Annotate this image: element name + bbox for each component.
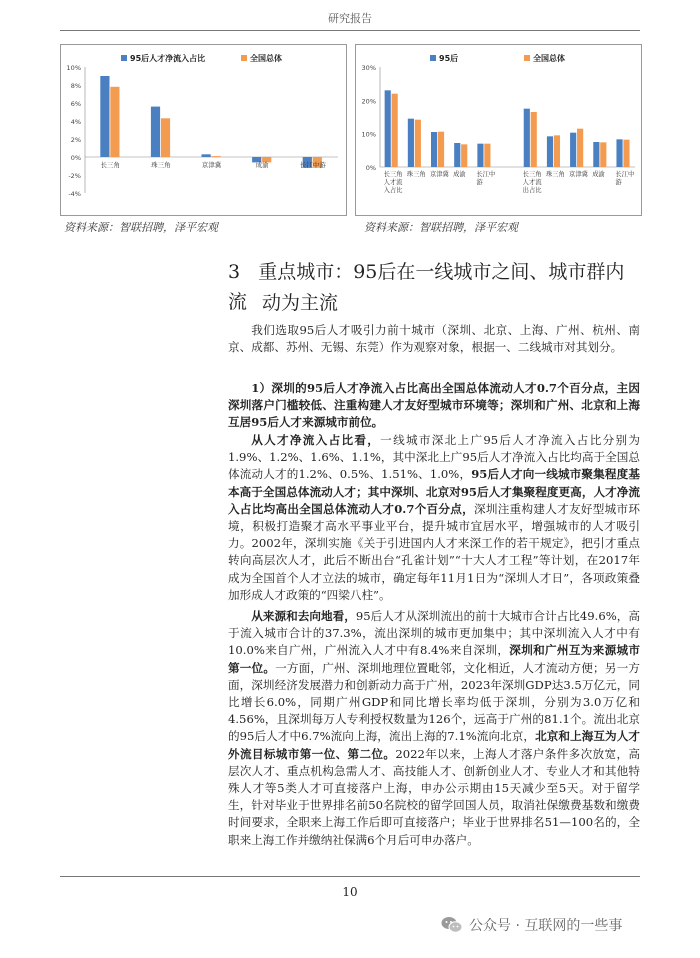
bar: [547, 136, 553, 167]
legend-swatch: [524, 55, 530, 61]
x-tick-label: 成渝: [453, 171, 466, 178]
x-tick-label: 长江中游: [299, 161, 326, 169]
bar: [570, 133, 576, 167]
bar: [408, 119, 414, 167]
x-tick-label: 京津冀: [569, 171, 588, 178]
bar: [415, 120, 421, 167]
bar: [484, 144, 490, 167]
bar: [438, 132, 444, 167]
chart-right-svg: [356, 45, 641, 215]
header-divider: [60, 30, 640, 31]
x-tick-label: 成渝: [255, 161, 269, 169]
y-tick-label: 0%: [365, 164, 376, 172]
x-tick-label: 长三角: [100, 161, 121, 169]
chart-right-source: 资料来源：智联招聘，泽平宏观: [364, 221, 518, 234]
y-tick-label: 8%: [70, 82, 81, 90]
y-tick-label: 30%: [361, 64, 376, 72]
bar: [202, 154, 211, 157]
x-tick-label: 珠三角: [545, 171, 565, 178]
y-tick-label: 10%: [66, 64, 81, 72]
bar: [110, 87, 119, 157]
header-title: 研究报告: [328, 12, 372, 25]
y-tick-label: 6%: [70, 100, 81, 108]
x-tick-label: 游: [476, 179, 483, 186]
bold-segment: 从人才净流入占比看，: [251, 433, 381, 447]
x-tick-label: 成渝: [592, 171, 605, 178]
y-tick-label: 2%: [70, 136, 81, 144]
x-tick-label: 长三角: [383, 171, 403, 178]
bar: [461, 144, 467, 167]
bar: [593, 142, 599, 167]
text-segment: 一方面，广州、深圳地理位置毗邻，文化相近，人才流动方便；另一方面，深圳经济发展潜力和创新动力高于广州，2023年深圳GDP达3.5万亿元，同比增长6.0%，同期广州GDP和同比增长率均低于深圳，分别为3.0万亿和4.56%，且深圳每万人专利授权数量为126个，远高于广州的81.1个。流出北京的95后人才中6.7%流向上海，流出上海的7.1%流向北京，: [228, 660, 640, 744]
x-tick-label: 出占比: [522, 187, 542, 194]
x-tick-label: 人才流: [383, 179, 403, 186]
x-tick-label: 长江中: [476, 171, 496, 178]
paragraph-source-destination: [228, 608, 640, 849]
text-segment: 深圳注重构建人才友好型城市环境，积极打造聚才高水平事业平台，提升城市宜居水平，增强城市的人才吸引力。2002年，深圳实施《关于引进国内人才来深工作的若干规定》，把引才重点转向高层次人才，此后不断出台“孔雀计划”“十大人才工程”等计划，在2017年成为全国首个人才立法的城市，确定每年11月1日为“深圳人才日”，各项政策叠加形成人才政策的“四梁八柱”。: [228, 501, 640, 602]
wechat-icon: [441, 916, 463, 934]
footer-divider: [60, 876, 640, 877]
bar: [151, 107, 160, 157]
y-tick-label: 0%: [70, 154, 81, 162]
bold-segment: 95后人才向一线城市聚集程度基本高于全国总体流动人才；其中深圳、北京对95后人才集聚程度更高，人才净流入占比均高出全国总体流动人才0.7个百分点，: [228, 467, 640, 516]
x-tick-label: 珠三角: [406, 171, 426, 178]
text-segment: 一线城市深北上广95后人才净流入占比分别为1.9%、1.2%、1.6%、1.1%，其中深北上广95后人才净流入占比均高于全国总体流动人才的1.2%、0.5%、1.51%、1.0%，: [228, 433, 640, 482]
watermark-text: 公众号 · 互联网的一些事: [469, 918, 623, 934]
x-tick-label: 游: [615, 179, 622, 186]
bar: [616, 139, 622, 167]
bar: [524, 109, 530, 167]
bar: [477, 144, 483, 167]
text-segment: 95后人才从深圳流出的前十大城市合计占比49.6%，高于流入城市合计的37.3%，流出深圳的城市更加集中；其中深圳流入人才中有10.0%来自广州，广州流入人才中有8.4%来自深圳，: [228, 609, 640, 658]
bar: [454, 143, 460, 167]
bar: [385, 90, 391, 167]
bar: [161, 118, 170, 157]
bar: [392, 94, 398, 167]
legend-swatch: [121, 55, 127, 61]
legend-label: 全国总体: [250, 54, 282, 63]
x-tick-label: 人才流: [522, 179, 542, 186]
y-tick-label: 4%: [70, 118, 81, 126]
legend-label: 全国总体: [533, 54, 565, 63]
y-tick-label: -2%: [68, 172, 81, 180]
bar: [100, 76, 109, 157]
watermark: [441, 915, 622, 935]
page-number: 10: [342, 885, 358, 899]
text-segment: 2022年以来，上海人才落户条件多次放宽，高层次人才、重点机构急需人才、高技能人才、创新创业人才、专业人才和其他特殊人才等5类人才可直接落户上海，申办公示期由15天减少至5天。对于留学生，针对毕业于世界排名前50名院校的留学回国人员，取消社保缴费基数和缴费时间要求，全职来上海工作后即可直接落户；毕业于世界排名51—100名的，全职来上海工作并缴纳社保满6个月后可申办落户。: [228, 746, 640, 847]
legend-label: 95后人才净流入占比: [130, 54, 206, 63]
bar: [623, 140, 629, 167]
bold-segment: 从来源和去向地看，: [251, 609, 356, 623]
paragraph-net-inflow: [228, 432, 640, 604]
bar: [531, 112, 537, 167]
x-tick-label: 长三角: [522, 171, 542, 178]
legend-swatch: [241, 55, 247, 61]
legend-label: 95后: [439, 54, 459, 63]
bar: [577, 129, 583, 167]
chart-right: [355, 44, 642, 216]
y-tick-label: 20%: [361, 97, 376, 106]
y-tick-label: 10%: [361, 130, 376, 139]
bold-segment: 深圳和广州互为来源城市第一位。: [228, 643, 640, 675]
paragraph-intro: 我们选取95后人才吸引力前十城市（深圳、北京、上海、广州、杭州、南京、成都、苏州、无锡、东莞）作为观察对象，根据一、二线城市对其划分。: [228, 323, 640, 355]
x-tick-label: 京津冀: [201, 161, 222, 169]
bar: [554, 135, 560, 167]
y-tick-label: -4%: [68, 190, 81, 198]
bold-segment: 北京和上海互为人才外流目标城市第一位、第二位。: [228, 729, 640, 761]
bar: [212, 156, 221, 157]
section-number: 3: [228, 261, 241, 283]
bar: [600, 142, 606, 167]
bar: [431, 132, 437, 167]
section-title-continued: 动为主流: [262, 292, 339, 314]
section-title-line1: 重点城市：95后在一线城市之间、城市群内流: [228, 261, 625, 313]
legend-swatch: [430, 55, 436, 61]
x-tick-label: 入占比: [383, 187, 403, 194]
x-tick-label: 珠三角: [151, 161, 171, 169]
chart-left-svg: [61, 45, 346, 215]
paragraph-key-finding: 1）深圳的95后人才净流入占比高出全国总体流动人才0.7个百分点，主因深圳落户门槛较低、注重构建人才友好型城市环境等；深圳和广州、北京和上海互居95后人才来源城市前位。: [228, 381, 640, 430]
chart-left: [60, 44, 347, 216]
chart-left-source: 资料来源：智联招聘，泽平宏观: [64, 221, 218, 234]
x-tick-label: 长江中: [615, 171, 635, 178]
x-tick-label: 京津冀: [429, 171, 449, 178]
